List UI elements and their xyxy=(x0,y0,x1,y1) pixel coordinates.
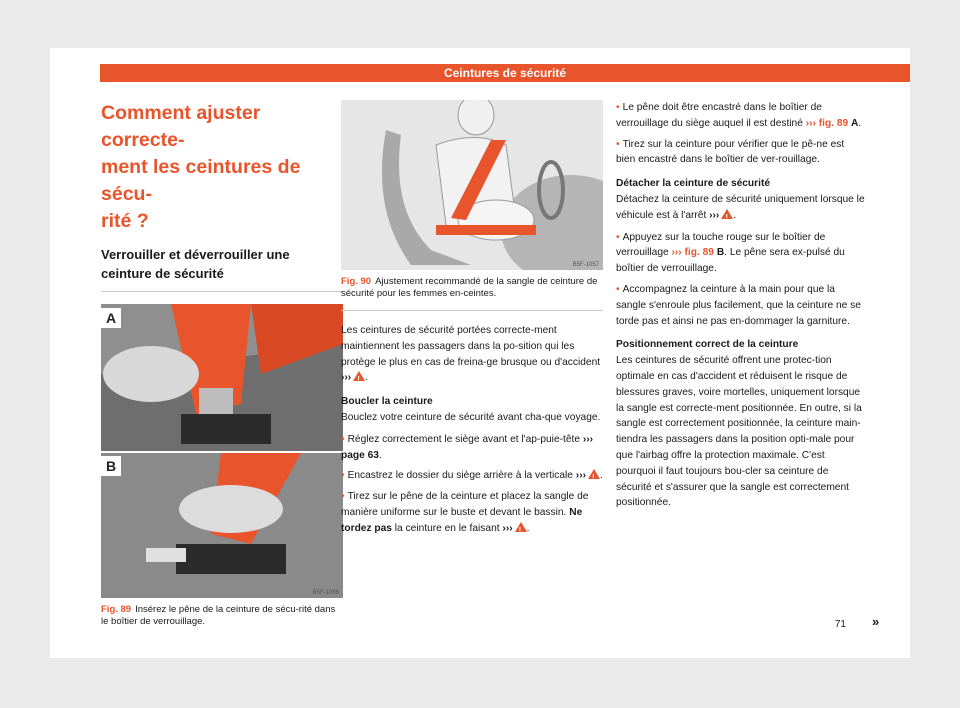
figure-code: B5F-1057 xyxy=(572,262,599,268)
list-item: • Le pêne doit être encastré dans le boîtier de verrouillage du siège auquel il est destiné ››› fig. 89 A. xyxy=(616,102,862,129)
section-subtitle xyxy=(101,245,343,292)
figure-label-b: B xyxy=(101,456,121,476)
warning-icon xyxy=(721,209,733,219)
paragraph: Détachez la ceinture de sécurité uniquement lorsque le véhicule est à l'arrêt ›››! . xyxy=(616,192,866,224)
figure-number: Fig. 90 xyxy=(341,276,372,287)
subtitle-line: Verrouiller et déverrouiller une xyxy=(101,247,290,262)
paragraph: Bouclez votre ceinture de sécurité avant cha-que voyage. xyxy=(341,411,601,423)
list-item: • Réglez correctement le siège avant et l'ap-puie-tête ››› page 63. xyxy=(341,433,594,461)
figure-label-a: A xyxy=(101,308,121,328)
list-item: • Appuyez sur la touche rouge sur le boîtier de verrouillage ››› fig. 89 B. Le pêne sera ex-pulsé du boîtier de verrouillage. xyxy=(616,231,845,275)
figure-89-illustration xyxy=(101,304,343,598)
figure-reference-link[interactable]: ››› fig. 89 xyxy=(805,117,849,129)
title-line: Comment ajuster correcte- xyxy=(101,102,261,151)
subtitle-line: ceinture de sécurité xyxy=(101,266,224,281)
figure-code: B5F-1056 xyxy=(312,590,339,596)
paragraph: Les ceintures de sécurité offrent une protec-tion optimale en cas d'accident et réduisent le risque de blessures graves, voire mortelles, uniquement lorsque la sangle est correcte-ment positionnée. En outre, si la sangle est correctement positionnée, la ceinture main-tiendra les passagers dans la position opti-male pour que l'airbag offre la protection maximale. C'est pourquoi il faut toujours bou-cler sa ceinture de sécurité et s'assurer que la sangle est correctement positionnée. xyxy=(616,355,862,509)
list-item: • Tirez sur le pêne de la ceinture et placez la sangle de manière uniforme sur le buste et devant le bassin. Ne tordez pas la ceinture en le faisant ›››! . xyxy=(341,489,603,536)
title-line: rité ? xyxy=(101,210,149,232)
caption-text: Ajustement recommandé de la sangle de ceinture de sécurité pour les femmes en-ceintes. xyxy=(341,276,598,299)
list-item: • Encastrez le dossier du siège arrière à la verticale ›››! . xyxy=(341,468,603,484)
caption-text: Insérez le pêne de la ceinture de sécu-rité dans le boîtier de verrouillage. xyxy=(101,604,336,627)
divider xyxy=(341,310,603,311)
figure-caption xyxy=(101,604,343,628)
section-heading: Boucler la ceinture xyxy=(341,396,433,408)
page xyxy=(50,48,910,658)
figure-caption xyxy=(341,276,603,300)
page-number: 71 xyxy=(834,619,846,630)
column-middle xyxy=(341,100,603,542)
warning-icon xyxy=(515,522,527,532)
page-reference-link[interactable]: ››› page 63 xyxy=(341,433,594,461)
belt-buckle-illustration xyxy=(101,304,343,598)
list-item: • Accompagnez la ceinture à la main pour que la sangle s'enroule plus facilement, que la ceinture ne se torde pas et ainsi ne pas en-dommager la garniture. xyxy=(616,283,861,327)
column-right xyxy=(616,100,866,517)
figure-reference-link[interactable]: ››› fig. 89 xyxy=(671,247,714,259)
paragraph: Les ceintures de sécurité portées correcte-ment maintiennent les passagers dans la po-sition qui les protège le plus en cas de freina-ge brusque ou d'accident ›››! . xyxy=(341,323,603,386)
pregnant-belt-illustration xyxy=(341,100,603,270)
column-left xyxy=(101,100,343,628)
page-title xyxy=(101,100,343,235)
figure-number: Fig. 89 xyxy=(101,604,132,615)
section-header: Ceintures de sécurité xyxy=(100,64,910,82)
list-item: • Tirez sur la ceinture pour vérifier que le pê-ne est bien encastré dans le boîtier de ver-rouillage. xyxy=(616,138,845,166)
section-heading: Positionnement correct de la ceinture xyxy=(616,339,799,351)
warning-icon xyxy=(353,371,365,381)
continue-icon: » xyxy=(872,614,880,629)
title-line: ment les ceintures de sécu- xyxy=(101,156,301,205)
section-heading: Détacher la ceinture de sécurité xyxy=(616,178,771,190)
figure-90-illustration xyxy=(341,100,603,270)
warning-icon xyxy=(588,469,600,479)
